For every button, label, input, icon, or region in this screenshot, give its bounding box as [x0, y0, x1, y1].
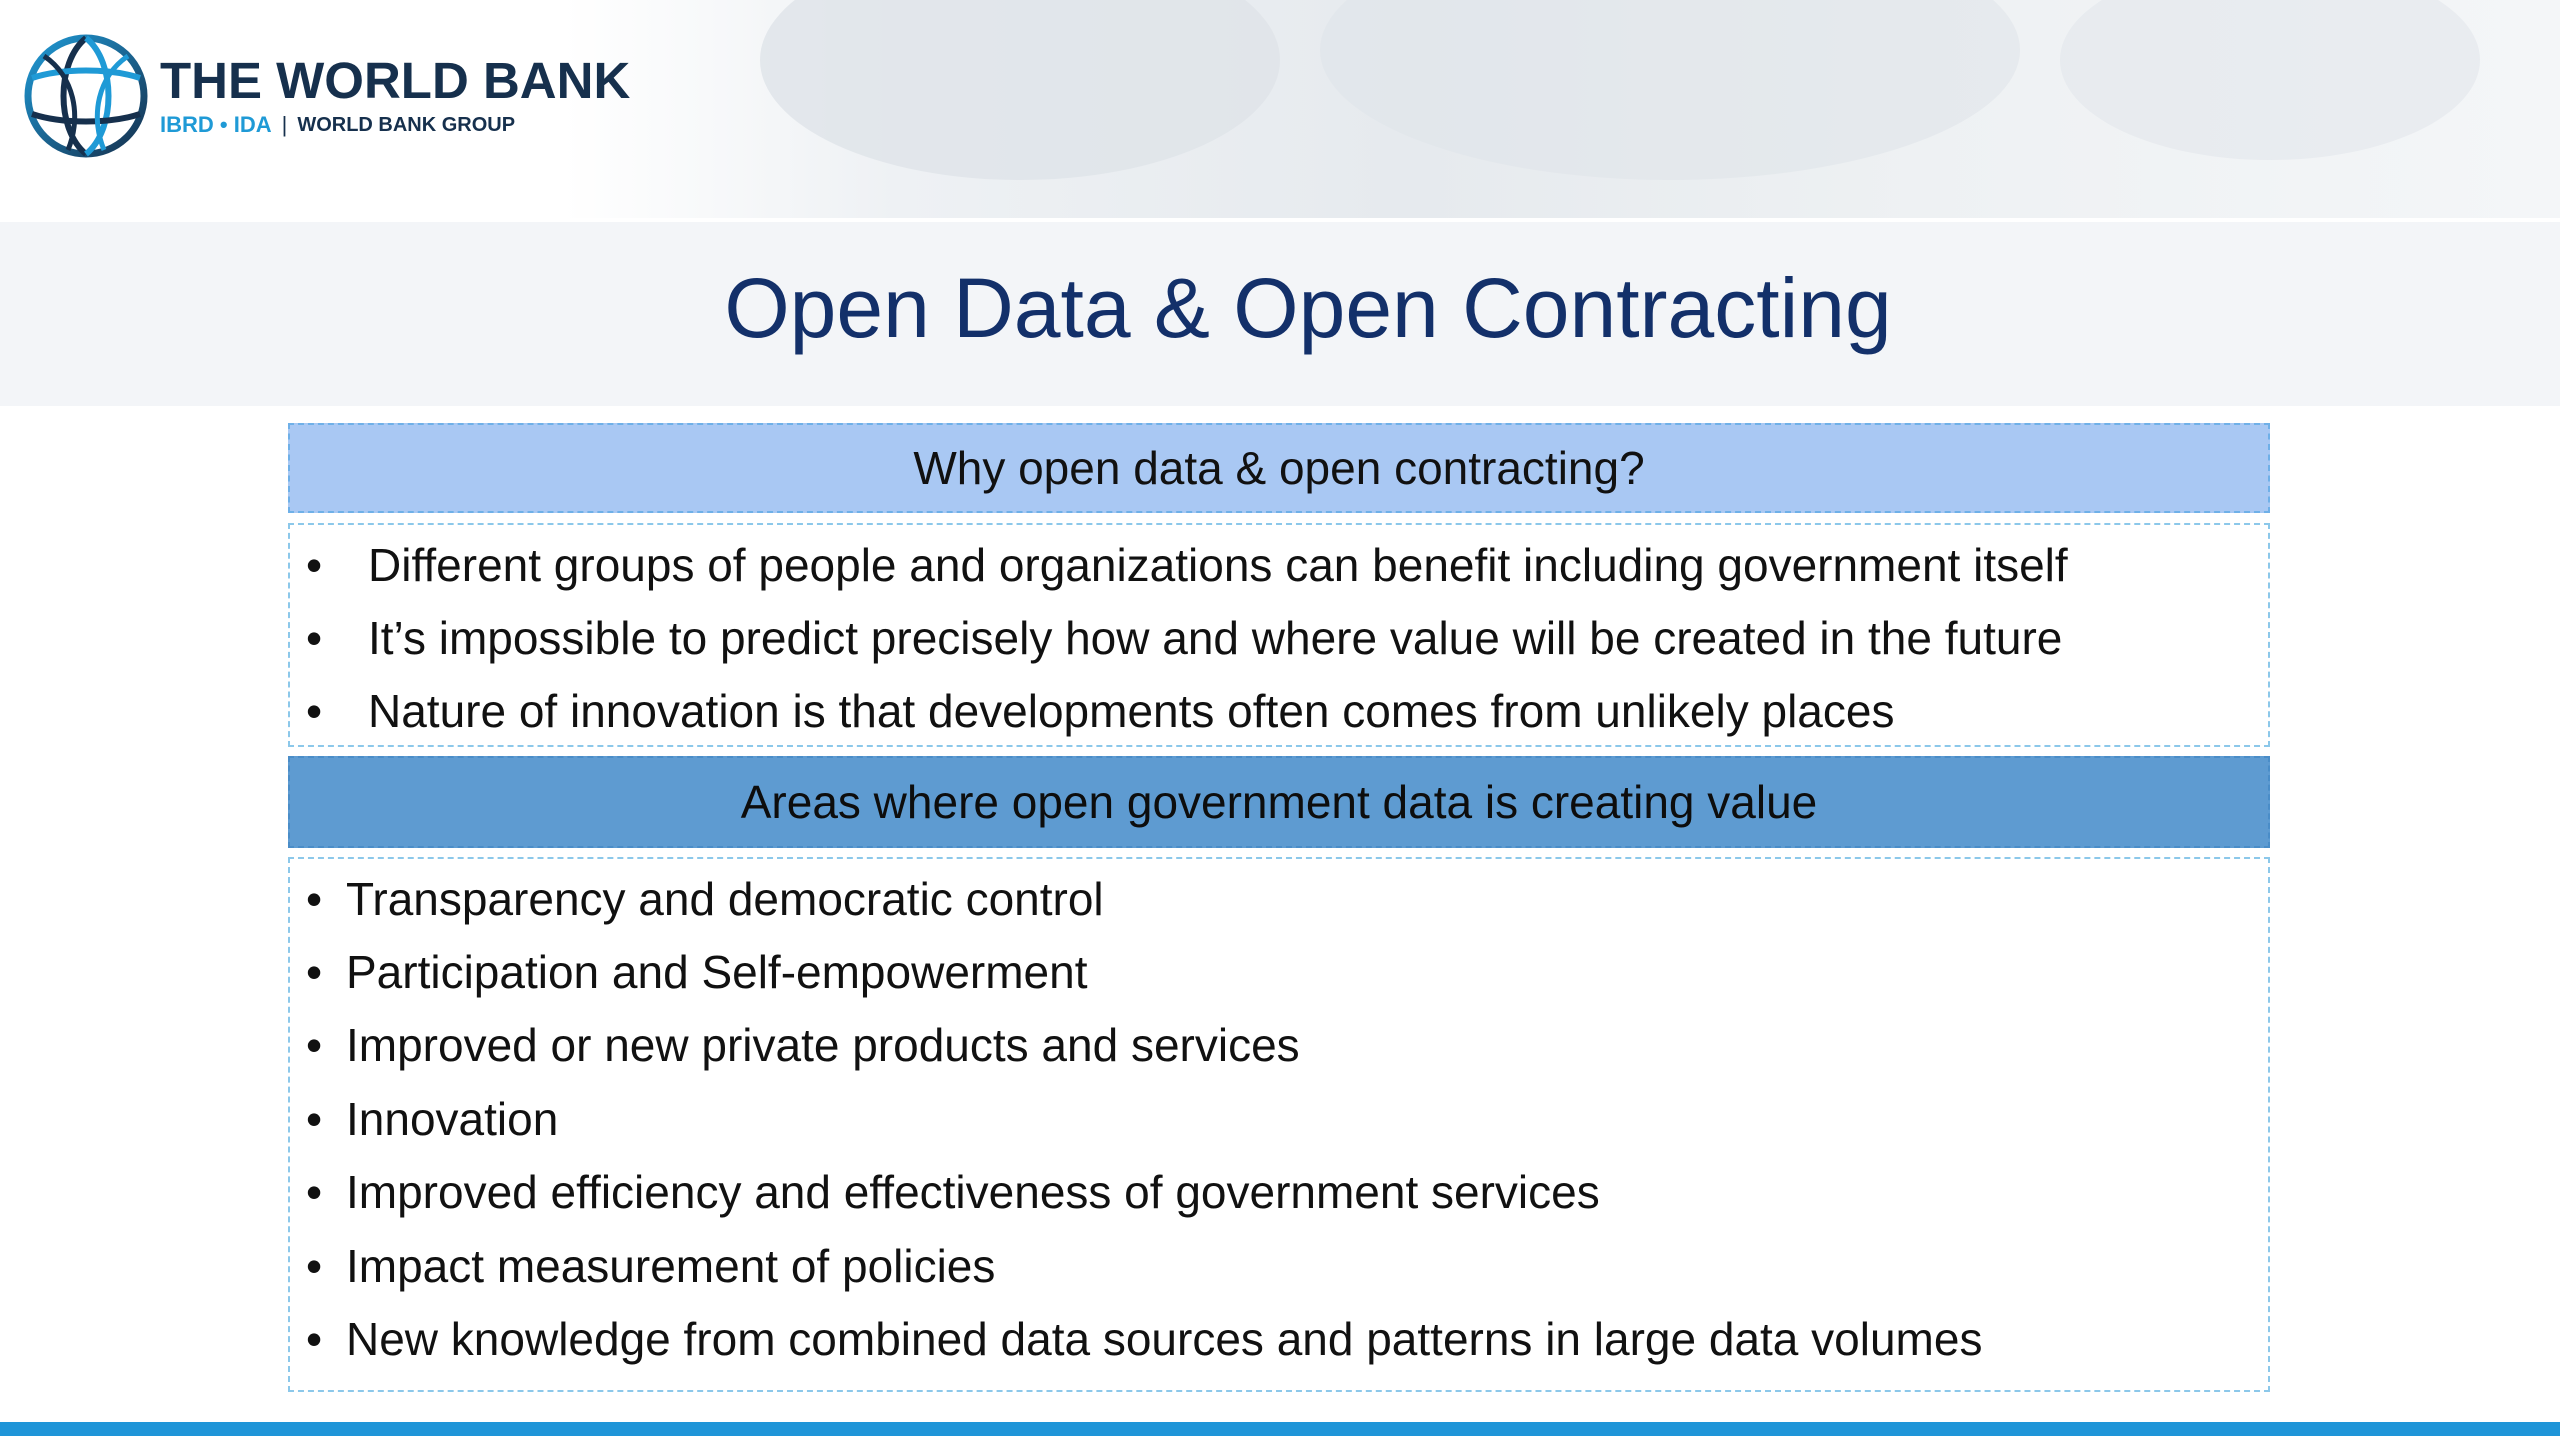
list-item-text: Impact measurement of policies: [346, 1240, 996, 1292]
bullet-icon: •: [306, 1240, 323, 1292]
list-item-text: Transparency and democratic control: [346, 873, 1104, 925]
world-map-backdrop: [1320, 0, 2020, 180]
list-item-text: Nature of innovation is that developments often comes from unlikely places: [368, 685, 1895, 737]
bullet-icon: •: [306, 1093, 323, 1145]
header-band: [0, 0, 2560, 218]
logo-title: THE WORLD BANK: [160, 52, 631, 109]
section-heading-text: Why open data & open contracting?: [913, 442, 1645, 494]
world-bank-logo: [22, 32, 630, 160]
logo-text: [160, 54, 630, 138]
world-map-backdrop: [2060, 0, 2480, 160]
bullet-icon: •: [306, 685, 323, 737]
logo-group: WORLD BANK GROUP: [297, 113, 516, 136]
bullet-icon: •: [306, 1166, 323, 1218]
world-map-backdrop: [760, 0, 1280, 180]
section-heading-text: Areas where open government data is creating value: [740, 776, 1818, 828]
bullet-icon: •: [306, 539, 323, 591]
list-item-text: It’s impossible to predict precisely how and where value will be created in the future: [368, 612, 2063, 664]
bullet-icon: •: [306, 1313, 323, 1365]
slide-title: Open Data & Open Contracting: [724, 261, 1892, 355]
why-list-box: [288, 523, 2270, 747]
list-item-text: Improved efficiency and effectiveness of government services: [346, 1166, 1600, 1218]
bullet-icon: •: [306, 1019, 323, 1071]
areas-list-box: [288, 857, 2270, 1392]
bullet-icon: •: [306, 873, 323, 925]
list-item-text: Innovation: [346, 1093, 559, 1145]
list-item-text: Improved or new private products and services: [346, 1019, 1300, 1071]
globe-icon: [22, 32, 150, 160]
bullet-icon: •: [306, 612, 323, 664]
list-item-text: New knowledge from combined data sources and patterns in large data volumes: [346, 1313, 1983, 1365]
logo-subtitle: [160, 112, 630, 138]
section-heading-why: [288, 423, 2270, 513]
bottom-rule: [0, 1422, 2560, 1436]
bullet-icon: •: [306, 946, 323, 998]
logo-ibrd-ida: IBRD • IDA: [160, 112, 272, 137]
section-heading-areas: [288, 756, 2270, 848]
logo-separator: |: [281, 112, 288, 137]
list-item-text: Participation and Self-empowerment: [346, 946, 1088, 998]
list-item-text: Different groups of people and organizations can benefit including government itself: [368, 539, 2068, 591]
